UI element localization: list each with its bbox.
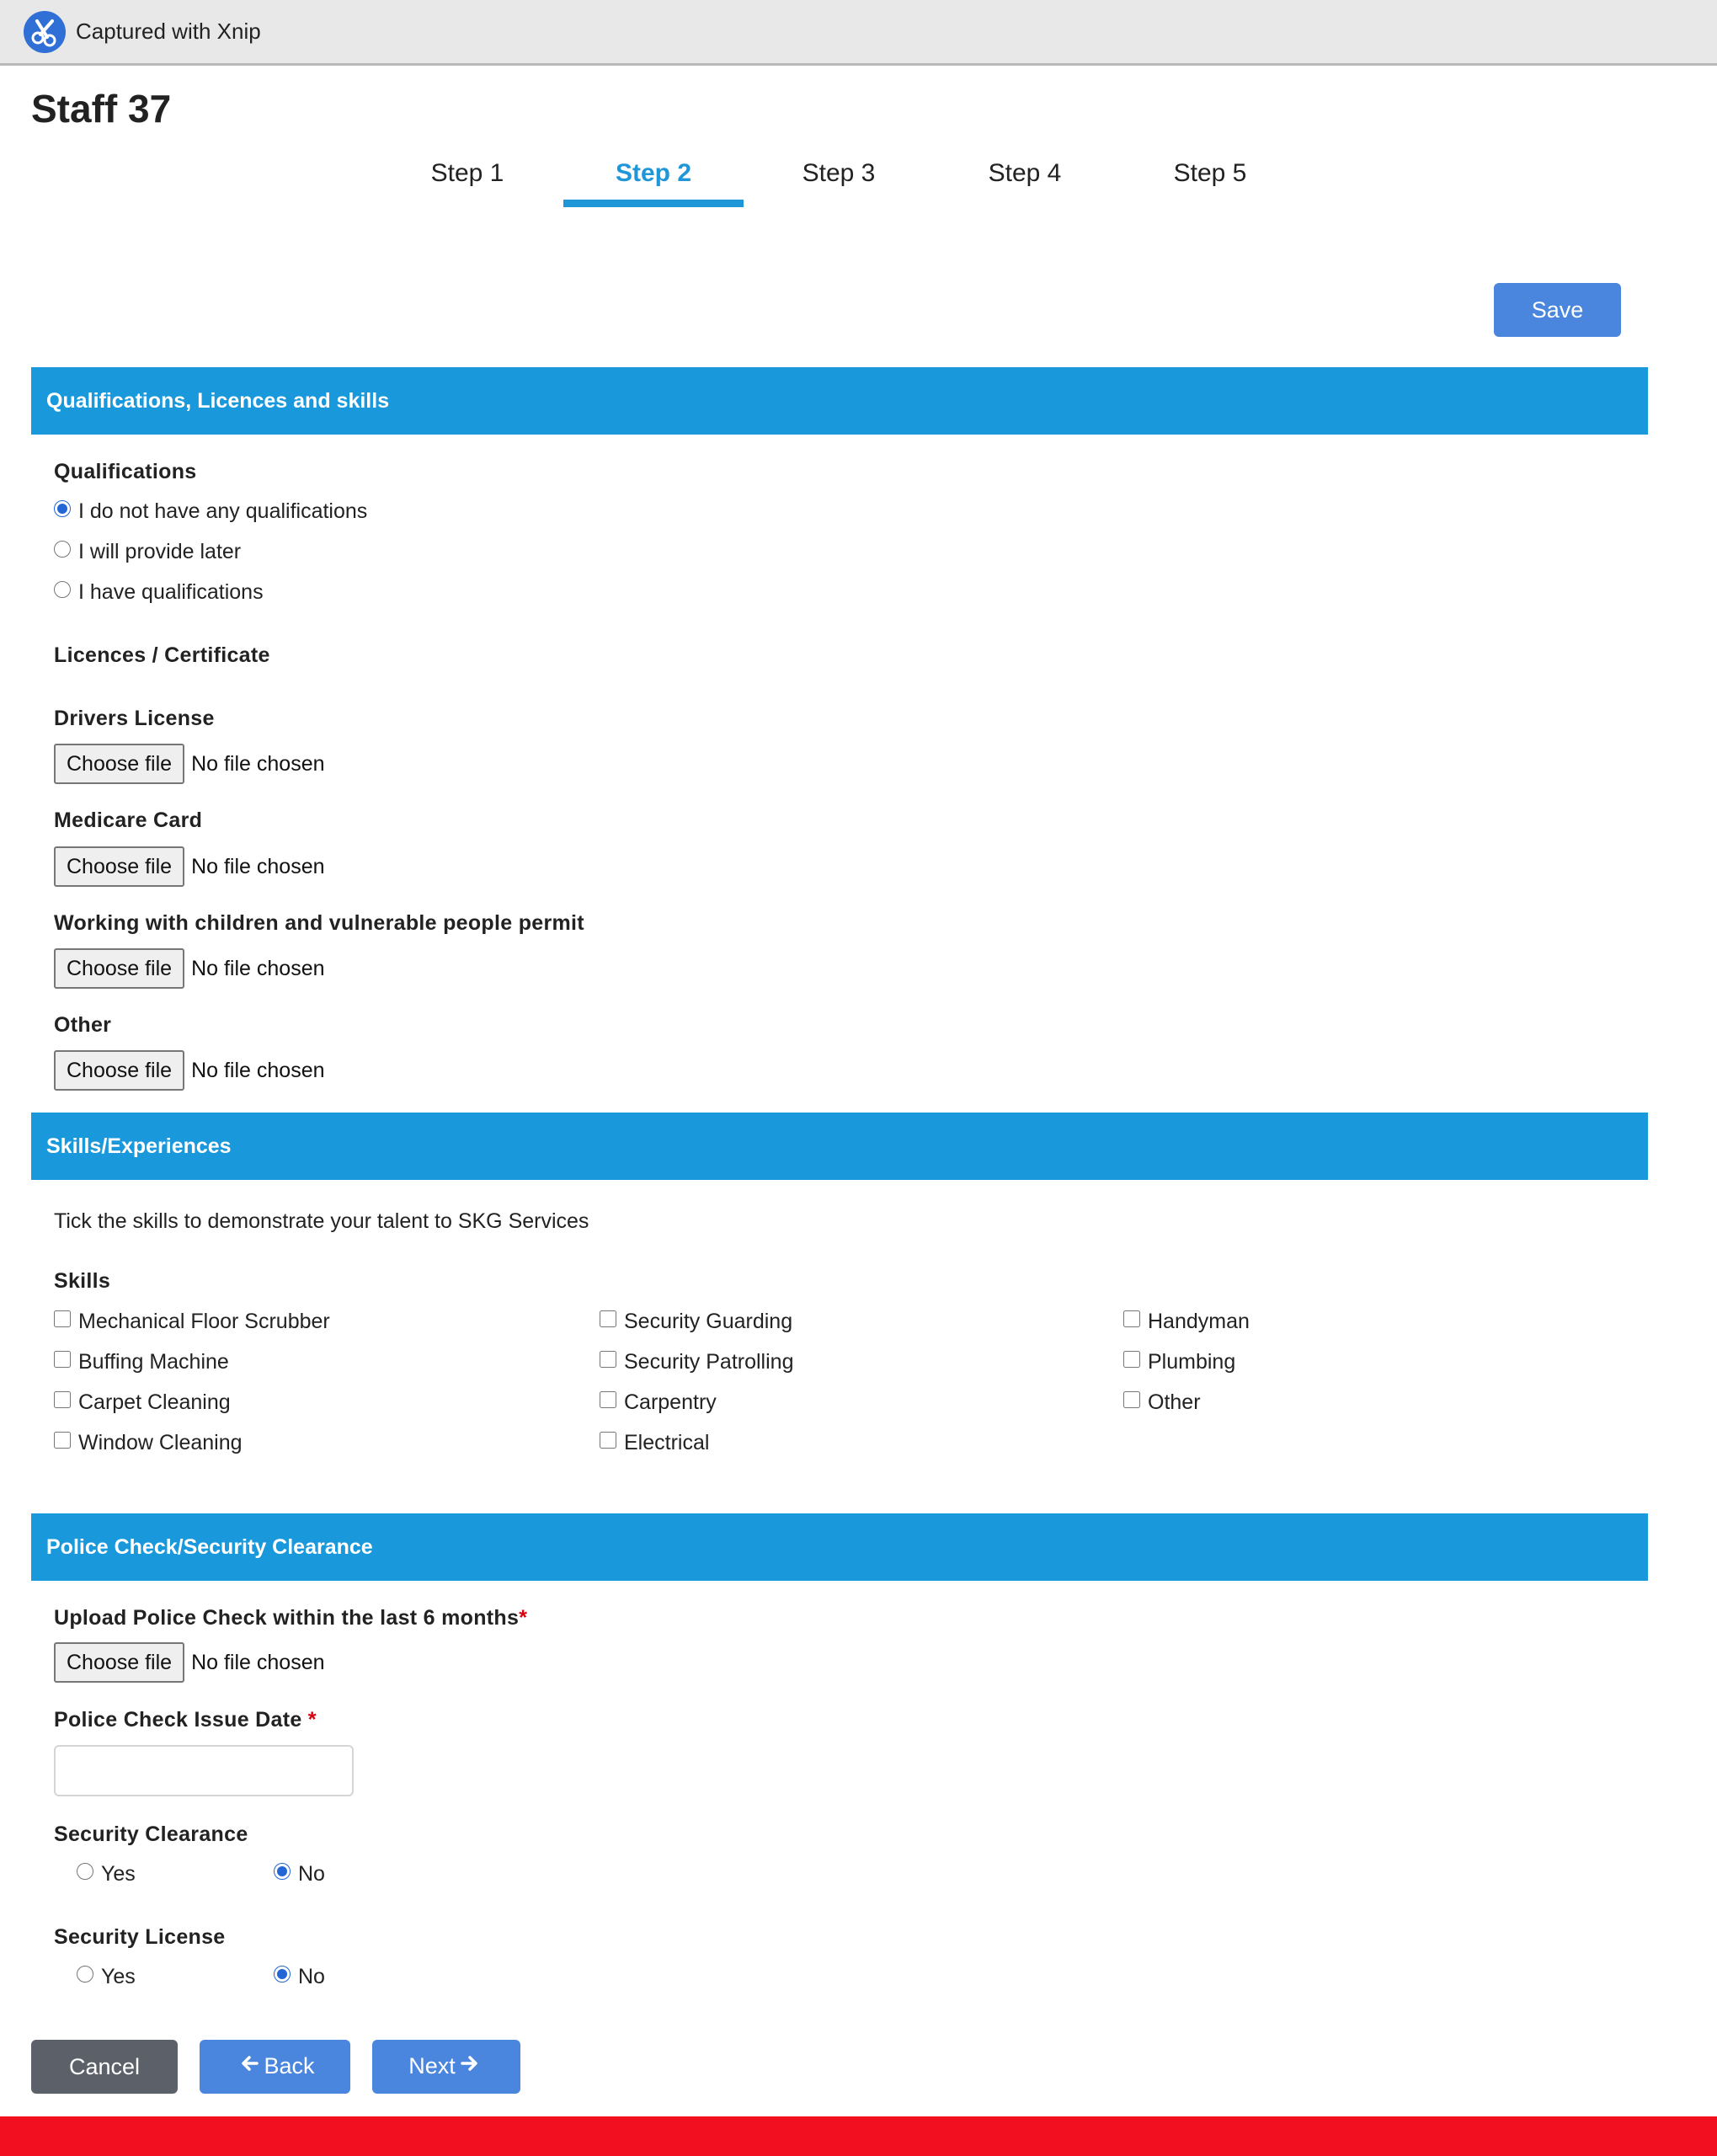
- qualification-radio-none[interactable]: [54, 500, 71, 517]
- file-status: No file chosen: [191, 956, 325, 980]
- skill-label: Electrical: [624, 1431, 710, 1454]
- tab-step-3[interactable]: Step 3: [802, 159, 876, 187]
- skill-label: Buffing Machine: [78, 1350, 229, 1374]
- qualifications-label: Qualifications: [54, 460, 197, 483]
- skill-label: Handyman: [1148, 1310, 1250, 1333]
- qualification-radio-have[interactable]: [54, 581, 71, 598]
- next-button-label: Next: [408, 2052, 456, 2079]
- security-clearance-yes-radio[interactable]: [77, 1863, 93, 1880]
- tab-step-2[interactable]: Step 2: [563, 152, 744, 209]
- skill-label: Window Cleaning: [78, 1431, 243, 1454]
- security-license-no-radio[interactable]: [274, 1966, 291, 1983]
- skill-checkbox[interactable]: [54, 1391, 71, 1408]
- skill-handyman[interactable]: [1123, 1310, 1250, 1334]
- file-status: No file chosen: [191, 854, 325, 878]
- qualification-option-label: I do not have any qualifications: [78, 499, 368, 523]
- licences-label: Licences / Certificate: [54, 643, 270, 667]
- skill-other[interactable]: [1123, 1390, 1201, 1415]
- save-button[interactable]: Save: [1494, 283, 1621, 337]
- back-button-label: Back: [264, 2052, 315, 2079]
- other-upload-label: Other: [54, 1013, 112, 1037]
- security-license-yes[interactable]: [77, 1965, 136, 1989]
- medicare-card-choose-file-button[interactable]: Choose file: [54, 846, 184, 887]
- other-choose-file-button[interactable]: Choose file: [54, 1050, 184, 1091]
- skill-buffing-machine[interactable]: [54, 1350, 229, 1374]
- skill-label: Mechanical Floor Scrubber: [78, 1310, 330, 1333]
- required-mark: *: [519, 1606, 528, 1630]
- security-clearance-label: Security Clearance: [54, 1822, 248, 1846]
- security-clearance-no[interactable]: [274, 1862, 325, 1886]
- section-header-skills: Skills/Experiences: [31, 1113, 1648, 1180]
- skill-carpentry[interactable]: [600, 1390, 717, 1415]
- arrow-left-icon: [240, 2052, 259, 2079]
- working-with-children-choose-file-button[interactable]: Choose file: [54, 948, 184, 989]
- drivers-license-choose-file-button[interactable]: Choose file: [54, 744, 184, 784]
- police-check-choose-file-button[interactable]: Choose file: [54, 1642, 184, 1683]
- radio-label: No: [298, 1965, 325, 1988]
- required-mark: *: [307, 1708, 317, 1732]
- radio-label: Yes: [101, 1965, 136, 1988]
- police-check-upload-label-text: Upload Police Check within the last 6 months: [54, 1606, 520, 1630]
- cancel-button[interactable]: Cancel: [31, 2040, 178, 2094]
- skill-plumbing[interactable]: [1123, 1350, 1235, 1374]
- skill-carpet-cleaning[interactable]: [54, 1390, 231, 1415]
- drivers-license-label: Drivers License: [54, 707, 215, 730]
- skills-intro-text: Tick the skills to demonstrate your talent to SKG Services: [54, 1209, 589, 1233]
- tab-step-1[interactable]: Step 1: [430, 159, 504, 187]
- skills-label: Skills: [54, 1269, 111, 1293]
- section-header-qualifications: Qualifications, Licences and skills: [31, 367, 1648, 435]
- capture-bar-text: Captured with Xnip: [76, 19, 261, 44]
- skill-label: Carpentry: [624, 1390, 717, 1414]
- section-header-police-check: Police Check/Security Clearance: [31, 1513, 1648, 1581]
- skill-checkbox[interactable]: [54, 1310, 71, 1327]
- skill-checkbox[interactable]: [54, 1432, 71, 1449]
- skill-security-guarding[interactable]: [600, 1310, 792, 1334]
- medicare-card-file-input: [54, 846, 325, 887]
- other-file-input: [54, 1050, 325, 1091]
- issue-date-label-text: Police Check Issue Date: [54, 1708, 302, 1732]
- security-clearance-yes[interactable]: [77, 1862, 136, 1886]
- skill-checkbox[interactable]: [600, 1310, 616, 1327]
- skill-window-cleaning[interactable]: [54, 1431, 243, 1455]
- capture-bar: [0, 0, 1717, 66]
- qualification-option-none[interactable]: [54, 499, 367, 524]
- skill-checkbox[interactable]: [600, 1432, 616, 1449]
- police-check-issue-date-label: [54, 1708, 317, 1732]
- skill-mechanical-floor-scrubber[interactable]: [54, 1310, 330, 1334]
- qualification-option-have[interactable]: [54, 580, 264, 605]
- medicare-card-label: Medicare Card: [54, 808, 203, 832]
- file-status: No file chosen: [191, 1058, 325, 1082]
- skill-checkbox[interactable]: [1123, 1391, 1140, 1408]
- security-license-yes-radio[interactable]: [77, 1966, 93, 1983]
- radio-label: No: [298, 1862, 325, 1886]
- qualification-option-label: I have qualifications: [78, 580, 264, 604]
- drivers-license-file-input: [54, 744, 325, 784]
- police-check-upload-label: [54, 1606, 527, 1630]
- file-status: No file chosen: [191, 751, 325, 776]
- file-status: No file chosen: [191, 1650, 325, 1674]
- page-title: Staff 37: [31, 87, 172, 131]
- police-check-file-input: [54, 1642, 325, 1683]
- tab-step-5[interactable]: Step 5: [1173, 159, 1247, 187]
- back-button[interactable]: [200, 2040, 350, 2094]
- skill-checkbox[interactable]: [600, 1391, 616, 1408]
- step-tabs: [0, 152, 1717, 211]
- police-check-issue-date-input[interactable]: [54, 1745, 354, 1796]
- qualification-option-label: I will provide later: [78, 540, 242, 563]
- skill-security-patrolling[interactable]: [600, 1350, 793, 1374]
- next-button[interactable]: [372, 2040, 520, 2094]
- radio-label: Yes: [101, 1862, 136, 1886]
- tab-step-4[interactable]: Step 4: [988, 159, 1062, 187]
- skill-label: Carpet Cleaning: [78, 1390, 231, 1414]
- skill-checkbox[interactable]: [1123, 1310, 1140, 1327]
- skill-checkbox[interactable]: [600, 1351, 616, 1368]
- footer-bar: [0, 2116, 1717, 2156]
- skill-checkbox[interactable]: [1123, 1351, 1140, 1368]
- skill-label: Security Guarding: [624, 1310, 793, 1333]
- skill-checkbox[interactable]: [54, 1351, 71, 1368]
- xnip-logo-icon: [24, 11, 66, 53]
- working-with-children-label: Working with children and vulnerable people permit: [54, 911, 584, 935]
- skill-label: Other: [1148, 1390, 1201, 1414]
- qualification-option-later[interactable]: [54, 540, 241, 564]
- security-license-no[interactable]: [274, 1965, 325, 1989]
- qualification-radio-later[interactable]: [54, 541, 71, 558]
- arrow-right-icon: [461, 2052, 479, 2079]
- skill-label: Security Patrolling: [624, 1350, 794, 1374]
- security-license-label: Security License: [54, 1925, 226, 1949]
- working-with-children-file-input: [54, 948, 325, 989]
- security-clearance-no-radio[interactable]: [274, 1863, 291, 1880]
- skill-label: Plumbing: [1148, 1350, 1236, 1374]
- skill-electrical[interactable]: [600, 1431, 709, 1455]
